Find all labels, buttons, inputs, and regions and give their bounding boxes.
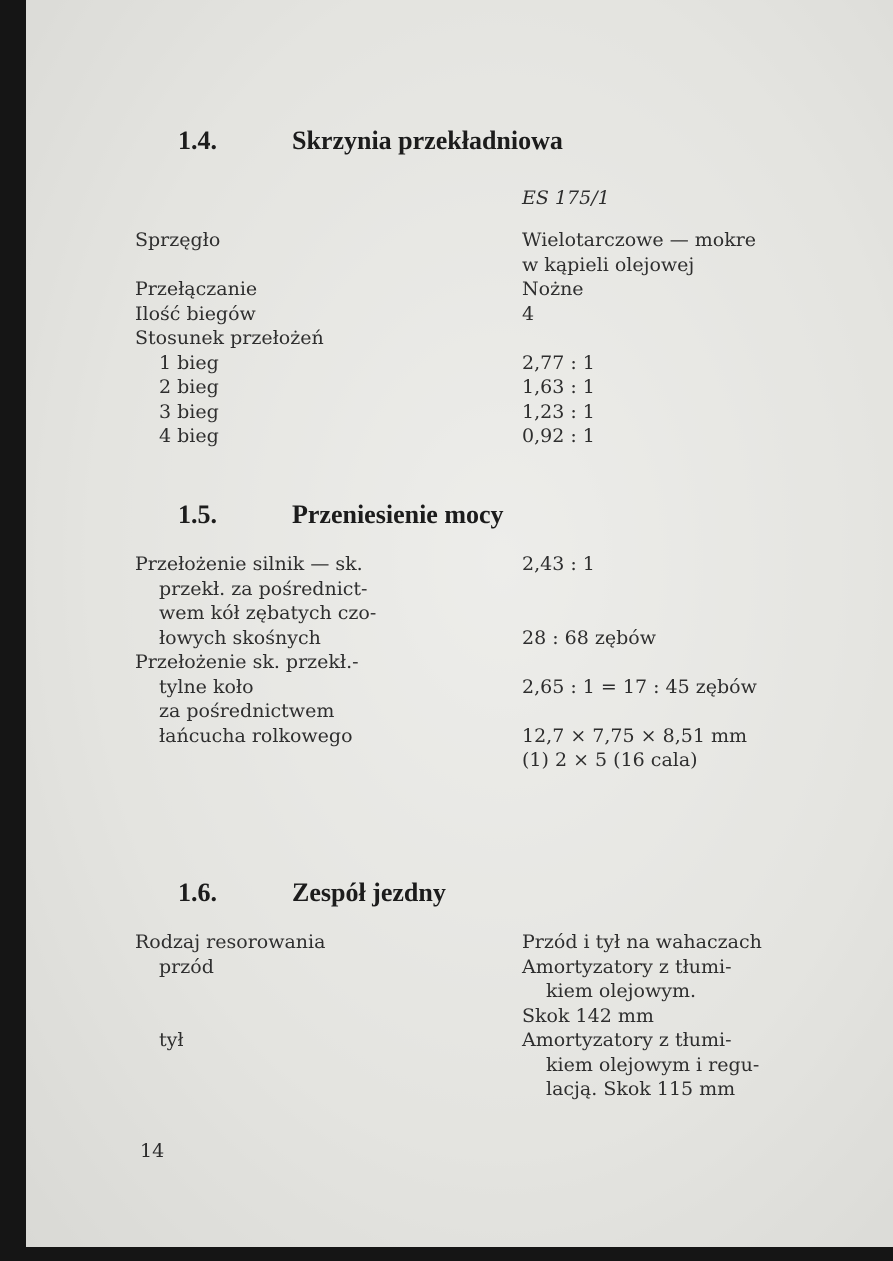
spec-value: 28 : 68 zębów: [522, 626, 656, 649]
spec-label: Przełączanie: [135, 278, 258, 300]
spec-value: [522, 601, 757, 626]
spec-values: [522, 228, 756, 449]
spec-value: 1,63 : 1: [522, 376, 595, 398]
spec-value: 2,43 : 1: [522, 553, 595, 575]
spec-labels: [135, 930, 325, 1102]
spec-value: Przód i tył na wahaczach: [522, 931, 762, 953]
document-page: [26, 0, 893, 1247]
spec-label: [135, 1077, 325, 1102]
spec-labels: [135, 228, 324, 449]
section-number: 1.4.: [178, 126, 217, 155]
spec-label: łańcucha rolkowego: [159, 724, 353, 747]
section-title: Skrzynia przekładniowa: [292, 126, 563, 155]
spec-values: [522, 930, 762, 1102]
spec-label: Przełożenie silnik — sk.: [135, 553, 363, 575]
spec-label: Rodzaj resorowania: [135, 931, 326, 953]
spec-value: [522, 577, 757, 602]
spec-label: [135, 1004, 325, 1029]
spec-value: 4: [522, 302, 535, 325]
section-number: 1.6.: [178, 878, 217, 907]
spec-value: Nożne: [522, 278, 584, 300]
spec-value: (1) 2 × 5 (16 cala): [522, 749, 698, 771]
spec-value: [522, 699, 757, 724]
spec-labels: [135, 552, 376, 773]
spec-label: wem kół zębatych czo-: [159, 602, 377, 624]
spec-value: kiem olejowym i regu-: [546, 1053, 760, 1076]
spec-label: tylne koło: [159, 675, 254, 698]
spec-value: 2,65 : 1 = 17 : 45 zębów: [522, 675, 757, 698]
spec-value: kiem olejowym.: [546, 980, 697, 1002]
spec-value: 0,92 : 1: [522, 425, 595, 447]
spec-label: Sprzęgło: [135, 229, 221, 251]
spec-value: lacją. Skok 115 mm: [546, 1078, 736, 1100]
spec-value: w kąpieli olejowej: [522, 253, 695, 276]
model-name: ES 175/1: [522, 187, 610, 209]
spec-label: Ilość biegów: [135, 302, 256, 325]
spec-label: Przełożenie sk. przekł.-: [135, 651, 359, 673]
spec-label: 3 bieg: [159, 400, 219, 423]
spec-value: Wielotarczowe — mokre: [522, 229, 757, 251]
spec-label: przekł. za pośrednict-: [159, 577, 368, 600]
spec-label: tył: [159, 1029, 184, 1051]
page-number: 14: [140, 1140, 165, 1162]
section-number: 1.5.: [178, 500, 217, 529]
spec-label: przód: [159, 955, 214, 978]
spec-value: Amortyzatory z tłumi-: [522, 1029, 732, 1051]
spec-value: 2,77 : 1: [522, 351, 595, 374]
scan-border-left: [0, 0, 26, 1261]
spec-value: Amortyzatory z tłumi-: [522, 955, 732, 978]
spec-value: 1,23 : 1: [522, 400, 595, 423]
section-title: Przeniesienie mocy: [292, 500, 504, 529]
spec-label: Stosunek przełożeń: [135, 327, 324, 349]
spec-value: 12,7 × 7,75 × 8,51 mm: [522, 724, 747, 747]
spec-label: [135, 979, 325, 1004]
spec-label: [135, 748, 376, 773]
section-title: Zespół jezdny: [292, 878, 446, 907]
spec-label: łowych skośnych: [159, 626, 321, 649]
spec-label: 1 bieg: [159, 351, 219, 374]
spec-value: [522, 326, 756, 351]
spec-label: 2 bieg: [159, 376, 219, 398]
spec-label: za pośrednictwem: [159, 700, 335, 722]
spec-label: [135, 1053, 325, 1078]
spec-value: Skok 142 mm: [522, 1004, 654, 1027]
scan-border-bottom: [0, 1247, 893, 1261]
spec-label: [135, 253, 324, 278]
spec-value: [522, 650, 757, 675]
spec-label: 4 bieg: [159, 425, 219, 447]
spec-values: [522, 552, 757, 773]
